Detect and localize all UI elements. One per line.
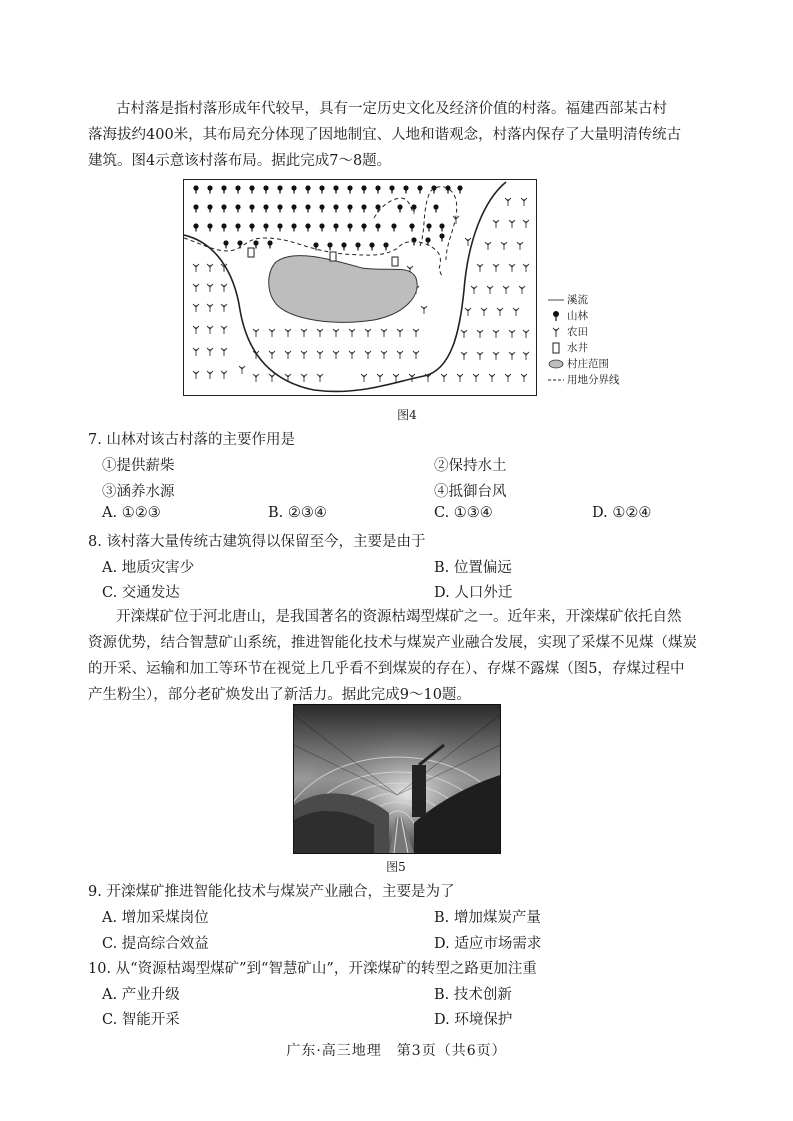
- q7-option-c[interactable]: C. ①③④: [434, 505, 493, 521]
- q10-option-b[interactable]: B. 技术创新: [434, 987, 512, 1003]
- legend-well: [545, 340, 620, 356]
- q9-option-c[interactable]: C. 提高综合效益: [102, 936, 209, 952]
- q8-stem: 8. 该村落大量传统古建筑得以保留至今，主要是由于: [88, 534, 426, 550]
- legend-label: 农田: [567, 326, 588, 338]
- village-area-icon: [545, 359, 567, 369]
- legend-label: 溪流: [567, 294, 588, 306]
- legend-label: 用地分界线: [567, 374, 620, 386]
- figure-5-caption: 图5: [386, 860, 406, 874]
- passage-1-line-1: 古村落是指村落形成年代较早，具有一定历史文化及经济价值的村落。福建西部某古村: [116, 101, 667, 117]
- boundary-dash-icon: [545, 377, 567, 383]
- q9-stem: 9. 开滦煤矿推进智能化技术与煤炭产业融合，主要是为了: [88, 884, 455, 900]
- q9-option-a[interactable]: A. 增加采煤岗位: [102, 910, 209, 926]
- q7-item-1: ①提供薪柴: [102, 458, 175, 474]
- passage-2: [88, 604, 720, 708]
- tree-icon: [545, 310, 567, 322]
- q10-option-d[interactable]: D. 环境保护: [434, 1012, 513, 1028]
- legend-label: 水井: [567, 342, 588, 354]
- passage-1-line-2: 落海拔约400米，其布局充分体现了因地制宜、人地和谐观念，村落内保存了大量明清传统古: [88, 127, 682, 143]
- passage-2-line-2: 资源优势，结合智慧矿山系统，推进智能化技术与煤炭产业融合发展，实现了采煤不见煤（煤炭: [88, 635, 697, 651]
- q7-option-d[interactable]: D. ①②④: [592, 505, 652, 521]
- legend-boundary: [545, 372, 620, 388]
- figure-4-caption: 图4: [397, 408, 417, 422]
- legend-forest: [545, 308, 620, 324]
- passage-1: [88, 96, 720, 174]
- passage-2-line-4: 产生粉尘），部分老矿焕发出了新活力。据此完成9～10题。: [88, 687, 471, 703]
- q8-option-c[interactable]: C. 交通发达: [102, 585, 180, 601]
- q8-option-a[interactable]: A. 地质灾害少: [102, 560, 195, 576]
- q8-option-d[interactable]: D. 人口外迁: [434, 585, 513, 601]
- q9-option-b[interactable]: B. 增加煤炭产量: [434, 910, 541, 926]
- land-use-boundary-3: [420, 187, 457, 260]
- legend-stream: [545, 292, 620, 308]
- q7-item-3: ③涵养水源: [102, 484, 175, 500]
- farmland-icon: [545, 326, 567, 338]
- q7-option-a[interactable]: A. ①②③: [102, 505, 161, 521]
- q7-option-b[interactable]: B. ②③④: [268, 505, 327, 521]
- forest-area: [193, 185, 462, 250]
- village-layout-map: [184, 180, 536, 395]
- legend-label: 山林: [567, 310, 588, 322]
- q10-option-a[interactable]: A. 产业升级: [102, 987, 180, 1003]
- coal-storage-dome-image: [294, 705, 500, 853]
- figure-5-photo: [293, 704, 501, 854]
- passage-1-line-3: 建筑。图4示意该村落布局。据此完成7～8题。: [88, 153, 392, 169]
- well-icon: [330, 252, 336, 261]
- stream-line-icon: [545, 297, 567, 303]
- page-footer: 广东·高三地理 第3页（共6页）: [286, 1043, 507, 1059]
- figure-4-map: [183, 179, 537, 396]
- well-icon: [545, 342, 567, 354]
- well-icon: [392, 257, 398, 266]
- q8-option-b[interactable]: B. 位置偏远: [434, 560, 512, 576]
- q7-item-4: ④抵御台风: [434, 484, 507, 500]
- q10-stem: 10. 从“资源枯竭型煤矿”到“智慧矿山”，开滦煤矿的转型之路更加注重: [88, 961, 537, 977]
- legend-label: 村庄范围: [567, 358, 609, 370]
- legend-village: [545, 356, 620, 372]
- q9-option-d[interactable]: D. 适应市场需求: [434, 936, 542, 952]
- q7-stem: 7. 山林对该古村落的主要作用是: [88, 432, 295, 448]
- q7-item-2: ②保持水土: [434, 458, 507, 474]
- passage-2-line-3: 的开采、运输和加工等环节在视觉上几乎看不到煤炭的存在）、存煤不露煤（图5，存煤过程中: [88, 661, 685, 677]
- figure-4-legend: [545, 292, 620, 388]
- passage-2-line-1: 开滦煤矿位于河北唐山，是我国著名的资源枯竭型煤矿之一。近年来，开滦煤矿依托自然: [116, 609, 682, 625]
- q10-option-c[interactable]: C. 智能开采: [102, 1012, 180, 1028]
- legend-farmland: [545, 324, 620, 340]
- well-icon: [248, 248, 254, 257]
